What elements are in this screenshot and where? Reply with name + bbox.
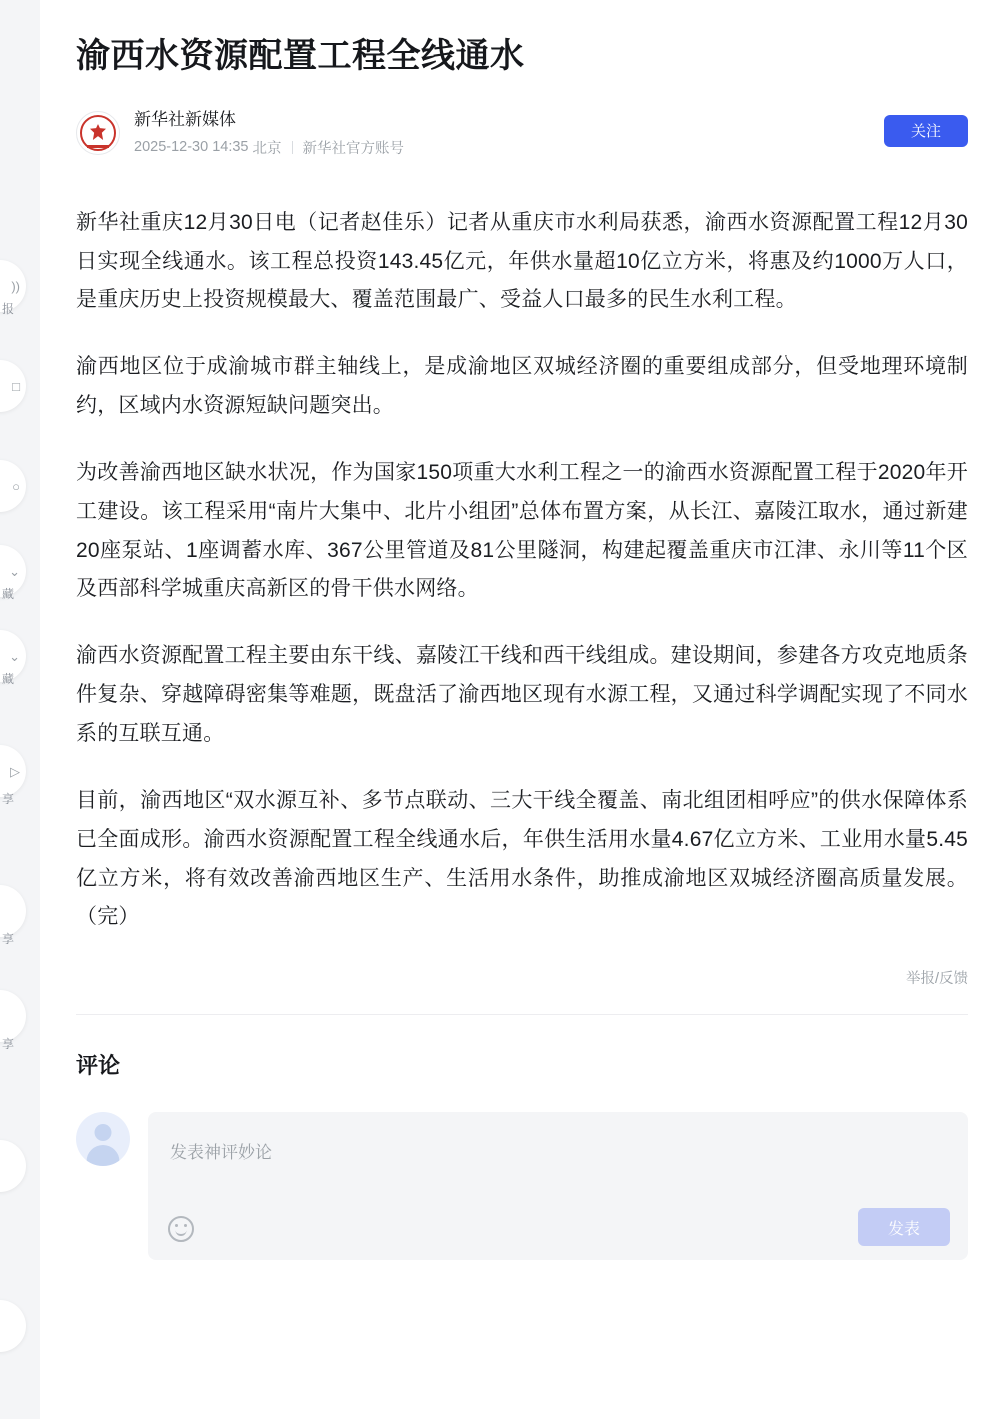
rail-label-5: 享 [2, 792, 15, 806]
avatar[interactable] [76, 111, 120, 155]
rail-label-4: 藏 [2, 672, 15, 686]
article-container [40, 0, 1004, 1419]
circle-icon: ○ [12, 478, 20, 494]
meta-divider [292, 141, 293, 154]
rail-chip-share-4[interactable] [0, 1140, 26, 1192]
comments-section [40, 1015, 1004, 1260]
user-avatar-body [87, 1145, 120, 1166]
left-action-rail [0, 0, 40, 1419]
follow-button[interactable]: 关注 [884, 115, 968, 147]
user-avatar-head [95, 1124, 112, 1141]
rail-label-0: 报 [2, 302, 15, 316]
article-paragraph-3: 为改善渝西地区缺水状况，作为国家150项重大水利工程之一的渝西水资源配置工程于2020年开工建设。该工程采用“南片大集中、北片小组团”总体布置方案，从长江、嘉陵江取水，通过新建20座泵站、1座调蓄水库、367公里管道及81公里隧洞，构建起覆盖重庆市江津、永川等11个区及西部科学城重庆高新区的骨干供水网络。 [76, 460, 968, 601]
article-paragraph-1: 新华社重庆12月30日电（记者赵佳乐）记者从重庆市水利局获悉，渝西水资源配置工程12月30日实现全线通水。该工程总投资143.45亿元，年供水量超10亿立方米，将惠及约1000万人口，是重庆历史上投资规模最大、覆盖范围最广、受益人口最多的民生水利工程。 [76, 210, 968, 312]
timestamp: 2025-12-30 14:35 [134, 139, 249, 156]
play-icon: ▷ [10, 763, 20, 779]
report-feedback-link[interactable]: 举报/反馈 [905, 971, 968, 988]
rail-chip-circle[interactable] [0, 460, 26, 512]
rail-label-3: 藏 [2, 587, 15, 601]
submit-comment-button[interactable]: 发表 [858, 1208, 950, 1246]
comment-placeholder: 发表神评妙论 [170, 1143, 272, 1163]
square-icon: □ [12, 378, 20, 394]
article-meta [134, 137, 404, 158]
article-paragraph-4: 渝西水资源配置工程主要由东干线、嘉陵江干线和西干线组成。建设期间，参建各方攻克地质条件复杂、穿越障碍密集等难题，既盘活了渝西地区现有水源工程，又通过科学调配实现了不同水系的互联互通。 [76, 644, 968, 745]
user-avatar[interactable] [76, 1112, 130, 1166]
location: 北京 [252, 140, 282, 157]
avatar-base [87, 145, 109, 148]
rail-chip-copy[interactable] [0, 360, 26, 412]
account-type: 新华社官方账号 [302, 140, 405, 157]
chevron-down-icon-2: ⌄ [9, 648, 20, 664]
rail-chip-extra[interactable] [0, 1300, 26, 1352]
comments-heading: 评论 [76, 1053, 121, 1079]
comment-composer [76, 1112, 968, 1260]
chevron-down-icon: ⌄ [9, 563, 20, 579]
byline [76, 108, 968, 158]
article-body [76, 204, 968, 938]
emoji-icon[interactable] [168, 1216, 194, 1242]
article-paragraph-2: 渝西地区位于成渝城市群主轴线上，是成渝地区双城经济圈的重要组成部分，但受地理环境制约，区域内水资源短缺问题突出。 [76, 355, 968, 418]
byline-text [134, 108, 404, 158]
comment-input[interactable] [148, 1112, 968, 1260]
rail-label-6: 享 [2, 932, 15, 946]
article-paragraph-5: 目前，渝西地区“双水源互补、多节点联动、三大干线全覆盖、南北组团相呼应”的供水保障体系已全面成形。渝西水资源配置工程全线通水后，年供生活用水量4.67亿立方米、工业用水量5.45亿立方米，将有效改善渝西地区生产、生活用水条件，助推成渝地区双城经济圈高质量发展。（完） [76, 788, 968, 929]
emoji-mouth [176, 1229, 187, 1236]
source-name[interactable]: 新华社新媒体 [134, 109, 236, 129]
page-title: 渝西水资源配置工程全线通水 [76, 37, 525, 75]
rail-label-7: 享 [2, 1037, 15, 1051]
sound-icon: )) [11, 278, 20, 294]
